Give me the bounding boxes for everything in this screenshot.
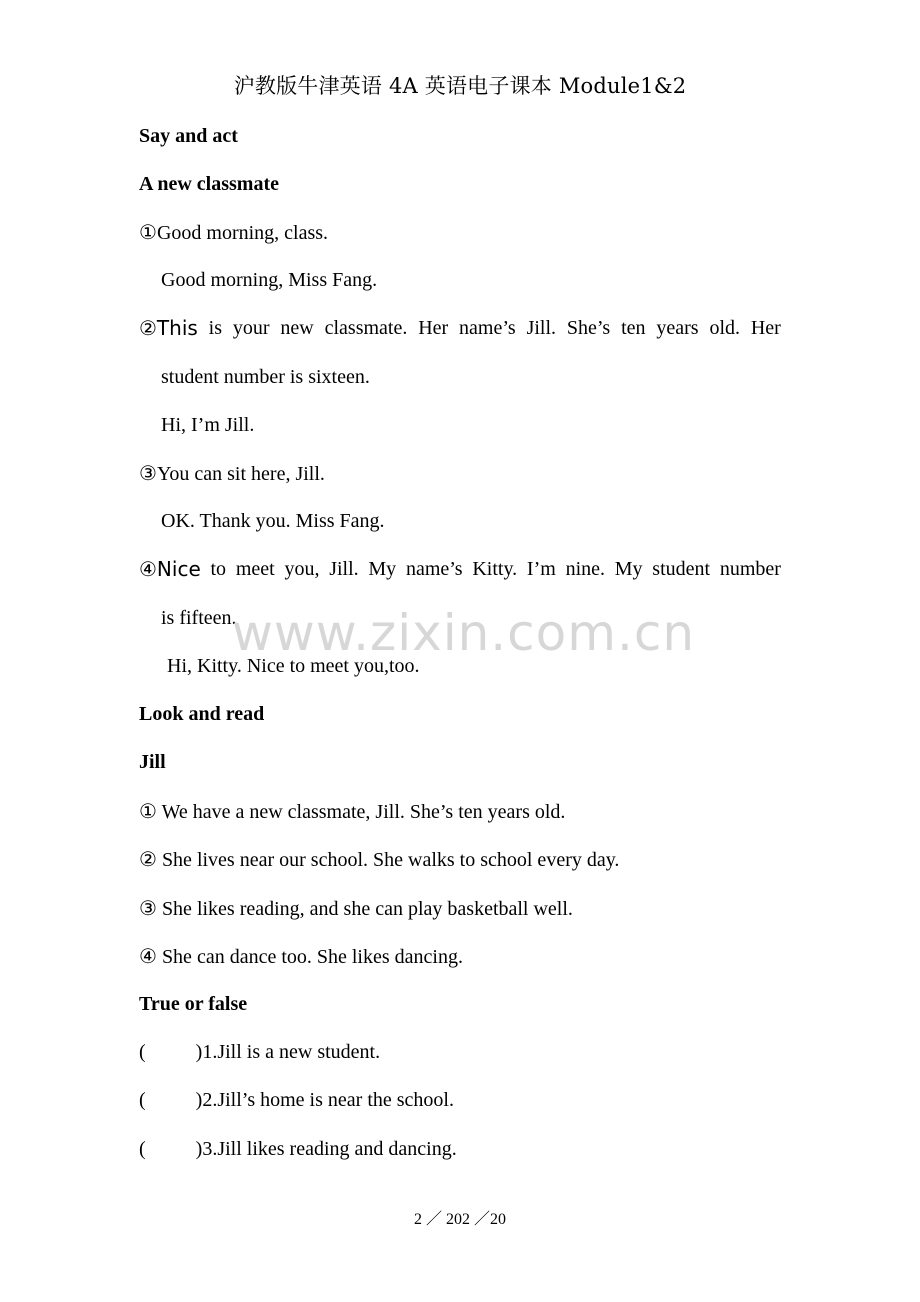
dialog-word: Kitty. bbox=[472, 558, 518, 580]
reading-text: She lives near our school. She walks to school every day. bbox=[161, 849, 620, 871]
section-subheading-new-classmate: A new classmate bbox=[139, 173, 279, 195]
page-header: 沪教版牛津英语 4A 英语电子课本 Module1&2 bbox=[233, 74, 687, 98]
dialog-line-3 bbox=[139, 316, 781, 340]
statement-text: )1.Jill is a new student. bbox=[195, 1041, 381, 1063]
dialog-line-2: Good morning, Miss Fang. bbox=[161, 269, 378, 291]
dialog-word: your bbox=[232, 317, 270, 339]
item-marker: ③ bbox=[139, 896, 157, 920]
page-footer: 2 ／ 202 ／20 bbox=[413, 1211, 506, 1228]
answer-bracket[interactable]: ( bbox=[139, 1041, 146, 1063]
item-marker: ④ bbox=[139, 944, 157, 968]
true-false-item-1[interactable] bbox=[139, 1040, 380, 1064]
dialog-word: My bbox=[614, 558, 643, 580]
dialog-line-1 bbox=[139, 220, 328, 245]
reading-item-1 bbox=[139, 799, 565, 824]
dialog-text: Good morning, class. bbox=[156, 222, 329, 244]
dialog-word: ten bbox=[621, 317, 646, 339]
dialog-word: number bbox=[719, 558, 781, 580]
item-marker: ②This bbox=[139, 316, 198, 340]
dialog-line-4: student number is sixteen. bbox=[161, 366, 370, 388]
dialog-line-6 bbox=[139, 461, 325, 486]
dialog-word: old. bbox=[709, 317, 740, 339]
dialog-word: classmate. bbox=[324, 317, 408, 339]
dialog-word: you, bbox=[284, 558, 320, 580]
statement-text: )3.Jill likes reading and dancing. bbox=[195, 1138, 457, 1160]
reading-text: We have a new classmate, Jill. She’s ten years old. bbox=[161, 801, 566, 823]
dialog-word: is bbox=[208, 317, 223, 339]
answer-bracket[interactable]: ( bbox=[139, 1089, 146, 1111]
dialog-word: Jill. bbox=[526, 317, 557, 339]
section-heading-look-and-read: Look and read bbox=[139, 703, 265, 725]
item-marker: ① bbox=[139, 220, 157, 244]
dialog-line-10: Hi, Kitty. Nice to meet you,too. bbox=[167, 655, 420, 677]
dialog-line-8 bbox=[139, 557, 781, 581]
dialog-word: meet bbox=[235, 558, 275, 580]
item-marker: ④Nice bbox=[139, 557, 201, 581]
dialog-word: to bbox=[210, 558, 227, 580]
reading-text: She can dance too. She likes dancing. bbox=[161, 946, 463, 968]
dialog-word: I’m bbox=[526, 558, 556, 580]
reading-item-2 bbox=[139, 847, 619, 872]
item-marker: ③ bbox=[139, 461, 157, 485]
statement-text: )2.Jill’s home is near the school. bbox=[195, 1089, 454, 1111]
reading-item-4 bbox=[139, 944, 463, 969]
dialog-word: name’s bbox=[459, 317, 516, 339]
dialog-word: My bbox=[368, 558, 397, 580]
dialog-line-9: is fifteen. bbox=[161, 607, 237, 629]
dialog-word: new bbox=[280, 317, 314, 339]
dialog-word: student bbox=[652, 558, 711, 580]
dialog-line-7: OK. Thank you. Miss Fang. bbox=[161, 510, 385, 532]
answer-bracket[interactable]: ( bbox=[139, 1138, 146, 1160]
section-heading-say-and-act: Say and act bbox=[139, 125, 238, 147]
reading-item-3 bbox=[139, 896, 573, 921]
dialog-word: name’s bbox=[405, 558, 463, 580]
dialog-word: She’s bbox=[566, 317, 611, 339]
dialog-word: years bbox=[656, 317, 699, 339]
dialog-line-5: Hi, I’m Jill. bbox=[161, 414, 255, 436]
section-subheading-jill: Jill bbox=[139, 751, 166, 773]
item-marker: ② bbox=[139, 847, 157, 871]
item-marker: ① bbox=[139, 799, 157, 823]
dialog-word: Jill. bbox=[329, 558, 359, 580]
dialog-word: Her bbox=[418, 317, 449, 339]
true-false-item-3[interactable] bbox=[139, 1137, 457, 1161]
dialog-text: You can sit here, Jill. bbox=[156, 463, 325, 485]
section-heading-true-or-false: True or false bbox=[139, 993, 248, 1015]
watermark-text: www.zixin.com.cn bbox=[232, 604, 696, 662]
true-false-item-2[interactable] bbox=[139, 1088, 454, 1112]
reading-text: She likes reading, and she can play basketball well. bbox=[161, 898, 573, 920]
dialog-word: nine. bbox=[565, 558, 605, 580]
dialog-word: Her bbox=[750, 317, 781, 339]
